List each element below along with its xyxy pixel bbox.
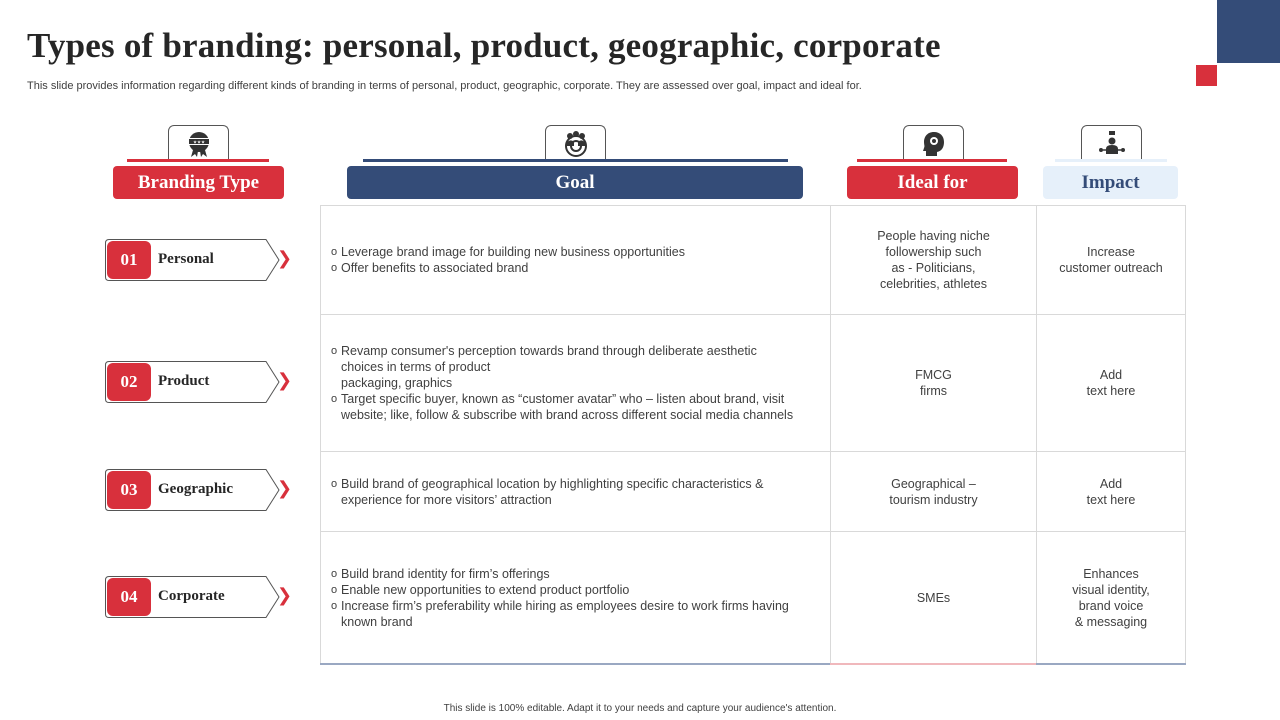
impact-cell xyxy=(1037,315,1185,451)
goal-bullet: o Offer benefits to associated brand xyxy=(322,260,685,276)
header-branding-type: Branding Type xyxy=(113,166,284,199)
header-rule-goal xyxy=(363,159,788,162)
goal-cell xyxy=(322,452,828,531)
ideal-for-text: SMEs xyxy=(916,590,951,605)
row-label-personal xyxy=(105,239,293,281)
table-bottom-accent xyxy=(830,663,1036,665)
corner-decoration-navy xyxy=(1217,0,1280,63)
row-number-badge: 02 xyxy=(107,363,151,401)
goal-cell xyxy=(322,206,828,314)
impact-cell xyxy=(1037,452,1185,531)
header-rule-ideal xyxy=(857,159,1007,162)
row-number-badge: 04 xyxy=(107,578,151,616)
impact-text: Increase customer outreach xyxy=(1059,245,1163,275)
head-idea-icon xyxy=(903,125,964,161)
goal-bullet: o Target specific buyer, known as “customer avatar” who – listen about brand, visit website; like, follow & subscribe with brand across different social media channels xyxy=(322,391,800,423)
row-name: Geographic xyxy=(158,481,233,497)
goal-bullet: o Build brand identity for firm’s offerings xyxy=(322,566,800,582)
impact-cell xyxy=(1037,206,1185,314)
goal-cell xyxy=(322,532,828,663)
header-ideal-for: Ideal for xyxy=(847,166,1018,199)
impact-cell xyxy=(1037,532,1185,663)
row-label-product xyxy=(105,361,293,403)
row-name: Corporate xyxy=(158,588,225,604)
ideal-for-cell xyxy=(831,206,1036,314)
slide-footer: This slide is 100% editable. Adapt it to your needs and capture your audience's attention. xyxy=(443,703,837,714)
ideal-for-cell xyxy=(831,315,1036,451)
presenter-network-icon xyxy=(1081,125,1142,161)
goal-bullet: o Build brand of geographical location by highlighting specific characteristics & experience for more visitors’ attraction xyxy=(322,476,800,508)
row-number-badge: 01 xyxy=(107,241,151,279)
table-bottom-rule xyxy=(320,663,1186,665)
impact-text: Add text here xyxy=(1086,476,1136,507)
ideal-for-text: FMCG firms xyxy=(915,368,952,398)
header-rule-impact xyxy=(1055,159,1167,162)
award-badge-icon xyxy=(168,125,229,161)
goal-bullet: o Enable new opportunities to extend product portfolio xyxy=(322,582,800,598)
chevron-right-icon: ❯ xyxy=(277,478,293,499)
header-rule-branding xyxy=(127,159,269,162)
chevron-right-icon: ❯ xyxy=(277,585,293,606)
row-name: Personal xyxy=(158,251,214,267)
goal-bullet: o Increase firm’s preferability while hiring as employees desire to work firms having known brand xyxy=(322,598,800,630)
header-impact: Impact xyxy=(1043,166,1178,199)
goal-bullet: o Revamp consumer's perception towards brand through deliberate aesthetic choices in terms of product packaging, graphics xyxy=(322,343,800,391)
row-number-badge: 03 xyxy=(107,471,151,509)
slide-title: Types of branding: personal, product, geographic, corporate xyxy=(27,26,941,65)
ideal-for-text: People having niche followership such as - Politicians, celebrities, athletes xyxy=(877,229,990,291)
svg-text:★★★: ★★★ xyxy=(192,139,205,145)
row-name: Product xyxy=(158,373,210,389)
goal-cell xyxy=(322,315,828,451)
row-label-geographic xyxy=(105,469,293,511)
team-target-icon xyxy=(545,125,606,161)
header-goal: Goal xyxy=(347,166,803,199)
chevron-right-icon: ❯ xyxy=(277,248,293,269)
impact-text: Add text here xyxy=(1086,368,1136,398)
ideal-for-cell xyxy=(831,532,1036,663)
corner-decoration-red xyxy=(1196,65,1217,86)
slide-subtitle: This slide provides information regarding different kinds of branding in terms of personal, product, geographic, corporate. They are assessed over goal, impact and ideal for. xyxy=(27,80,862,92)
impact-text: Enhances visual identity, brand voice & messaging xyxy=(1072,566,1150,629)
row-label-corporate xyxy=(105,576,293,618)
ideal-for-text: Geographical – tourism industry xyxy=(889,476,978,507)
goal-bullet: o Leverage brand image for building new business opportunities xyxy=(322,244,685,260)
chevron-right-icon: ❯ xyxy=(277,370,293,391)
ideal-for-cell xyxy=(831,452,1036,531)
